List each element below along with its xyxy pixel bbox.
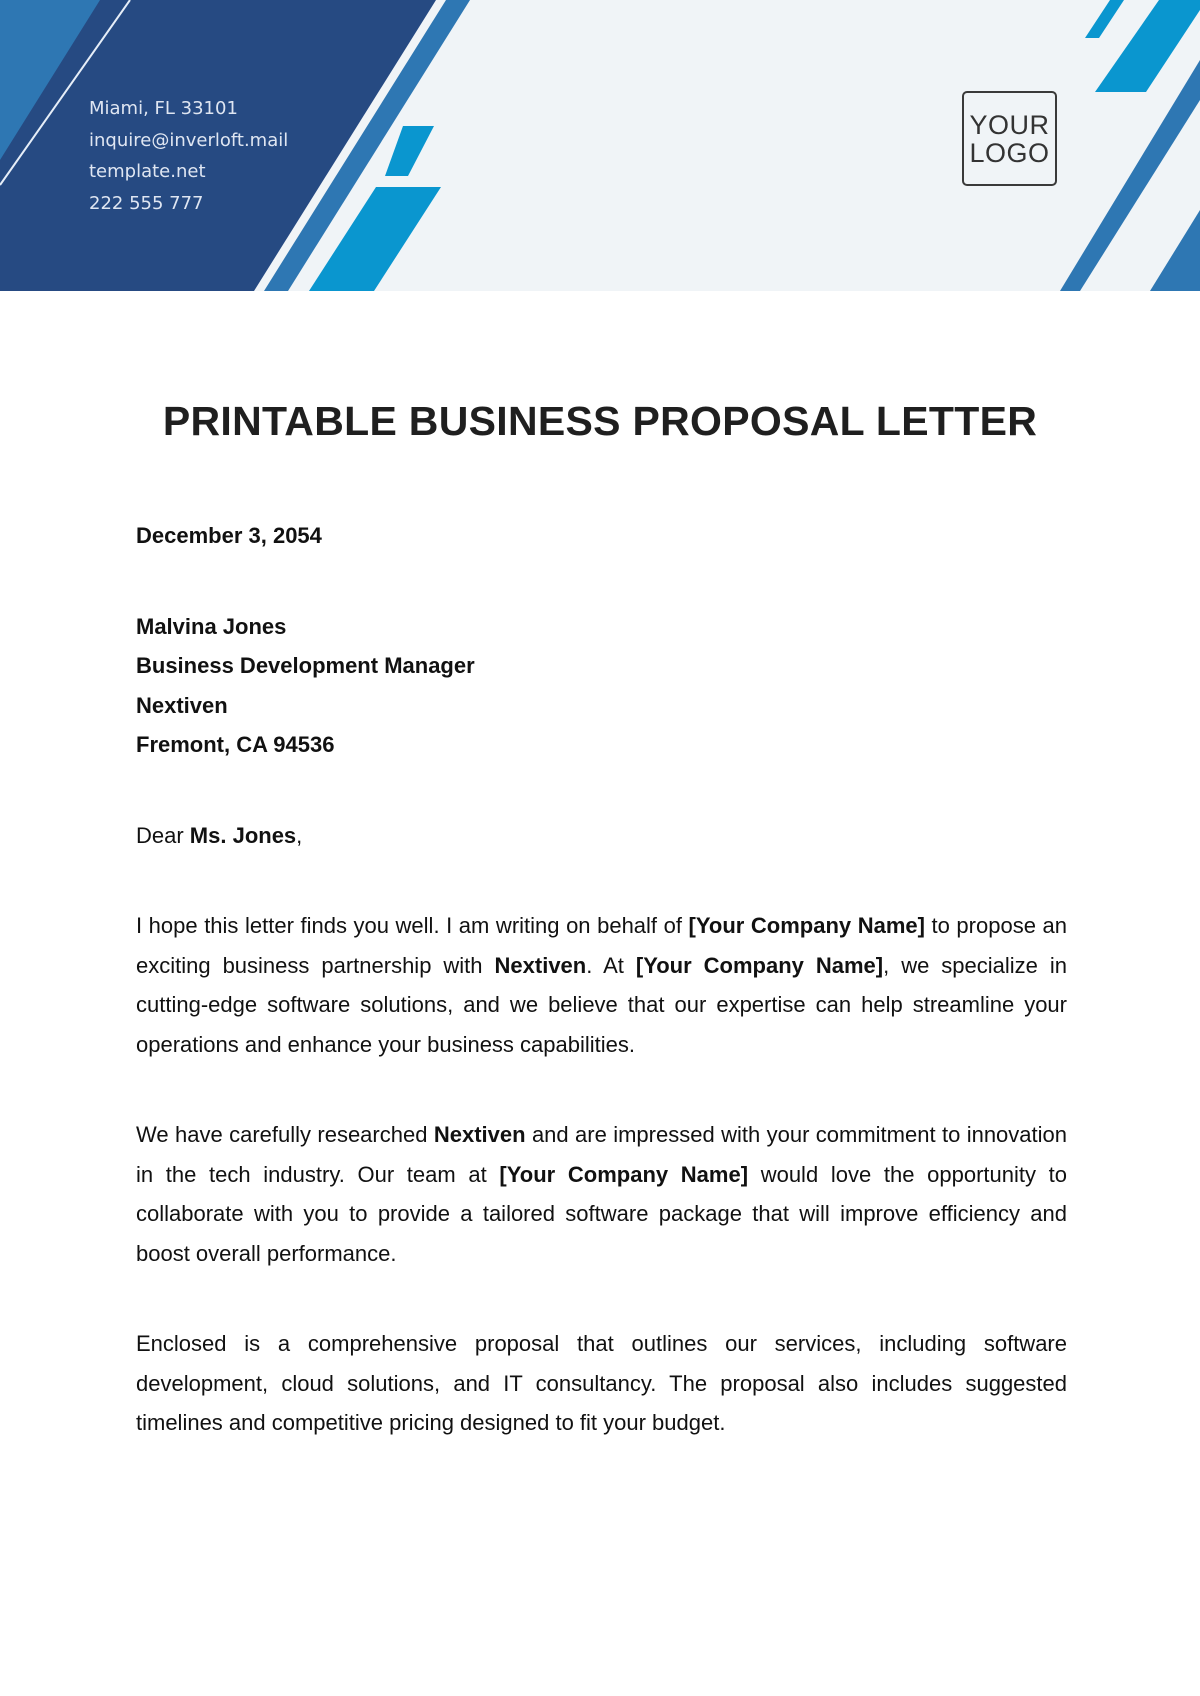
para-emphasis: [Your Company Name] [635,952,884,978]
paragraph-enclosure [136,1324,1067,1443]
para-text: . At [586,952,636,978]
sender-contact [89,93,288,219]
para-text: We have carefully researched [136,1122,434,1147]
para-emphasis: Nextiven [433,1122,526,1147]
para-text: I hope this letter finds you well. I am writing on behalf of [136,913,689,938]
document-title: PRINTABLE BUSINESS PROPOSAL LETTER [162,398,1038,444]
para-text: and are impressed with your commitment to innovation in the tech industry. Our team at [136,1122,1067,1187]
para-emphasis: [Your Company Name] [688,913,925,938]
salutation-suffix: , [296,822,303,848]
recipient-name: Malvina Jones [136,613,287,639]
salutation-prefix: Dear [136,822,190,848]
letter-body [136,516,1067,1443]
recipient-company: Nextiven [136,692,228,718]
letterhead [0,0,1200,291]
para-text: to propose an exciting business partnership with [136,913,1067,978]
recipient-position: Business Development Manager [136,653,475,678]
sender-website: template.net [89,161,206,182]
salutation-name: Ms. Jones [189,822,297,848]
recipient-address: Fremont, CA 94536 [136,732,335,757]
logo-line-1: YOUR [969,109,1050,140]
logo-placeholder [962,91,1057,186]
sender-address: Miami, FL 33101 [89,98,238,119]
para-text: Enclosed is a comprehensive proposal that outlines our services, including software development, cloud solutions, and IT consultancy. The proposal also includes suggested timelines and competitive pricing designed to fit your budget. [136,1331,1067,1435]
recipient-block [136,607,1067,765]
para-emphasis: [Your Company Name] [499,1161,749,1187]
paragraph-research [136,1115,1067,1273]
logo-line-2: LOGO [969,137,1050,168]
para-emphasis: Nextiven [494,952,587,978]
paragraph-intro [136,906,1067,1064]
sender-email: inquire@inverloft.mail [89,129,289,151]
letter-date: December 3, 2054 [136,523,322,548]
sender-phone: 222 555 777 [89,192,204,214]
salutation [136,816,1067,856]
para-text: would love the opportunity to collaborate with you to provide a tailored software package that will improve efficiency and boost overall performance. [136,1161,1067,1266]
para-text: , we specialize in cutting-edge software solutions, and we believe that our expertise can help streamline your operations and enhance your business capabilities. [136,952,1067,1057]
